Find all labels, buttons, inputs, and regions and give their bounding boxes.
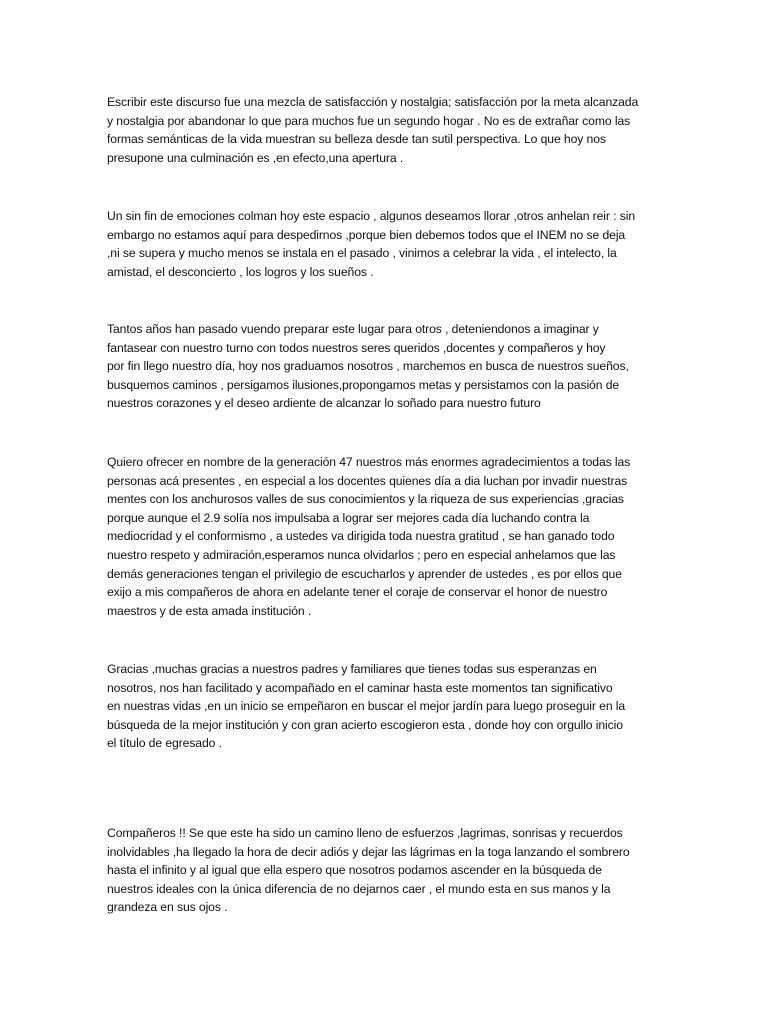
paragraph-emotions: Un sin fin de emociones colman hoy este espacio , algunos deseamos llorar ,otros anhelan reir : sin embargo no estamos aquí para despedirnos ,porque bien debemos todos que el INEM no se deja ,ni se supera y mucho menos se instala en el pasado , vinimos a celebrar la vida , el intelecto, la amistad, el desconcierto , los logros y los sueños .: [107, 209, 635, 279]
paragraph-gratitude-parents: Gracias ,muchas gracias a nuestros padres y familiares que tienes todas sus esperanzas en nosotros, nos han facilitado y acompañado en el caminar hasta este momentos tan significativo en nuestras vidas ,en un inicio se empeñaron en buscar el mejor jardín para luego proseguir en la búsqueda de la mejor institución y con gran acierto escogieron esta , donde hoy con orgullo inicio el título de egresado .: [107, 662, 626, 751]
paragraph-gratitude-teachers: Quiero ofrecer en nombre de la generación 47 nuestros más enormes agradecimientos a todas las personas acá presentes , en especial a los docentes quienes día a dia luchan por invadir nuestras mentes con los anchurosos valles de sus conocimientos y la riqueza de sus experiencias ,gracias porque aunque el 2.9 solía nos impulsaba a lograr ser mejores cada día luchando contra la mediocridad y el conformismo , a ustedes va dirigida toda nuestra gratitud , se han ganado todo nuestro respeto y admiración,esperamos nunca olvidarlos ; pero en especial anhelamos que las demás generaciones tengan el privilegio de escucharlos y aprender de ustedes , es por ellos que exijo a mis compañeros de ahora en adelante tener el coraje de conservar el honor de nuestro maestros y de esta amada institución .: [107, 455, 631, 618]
paragraph-intro: Escribir este discurso fue una mezcla de satisfacción y nostalgia; satisfacción por la meta alcanzada y nostalgia por abandonar lo que para muchos fue un segundo hogar . No es de extrañar como las formas semánticas de la vida muestran su belleza desde tan sutil perspectiva. Lo que hoy nos presupone una culminación es ,en efecto,una apertura .: [107, 95, 639, 165]
paragraph-classmates: Compañeros !! Se que este ha sido un camino lleno de esfuerzos ,lagrimas, sonrisas y recuerdos inolvidables ,ha llegado la hora de decir adiós y dejar las lágrimas en la toga lanzando el sombrero hasta el infinito y al igual que ella espero que nosotros podamos ascender en la búsqueda de nuestros ideales con la única diferencia de no dejarnos caer , el mundo esta en sus manos y la grandeza en sus ojos .: [107, 826, 630, 915]
paragraph-years: Tantos años han pasado vuendo preparar este lugar para otros , deteniendonos a imaginar y fantasear con nuestro turno con todos nuestros seres queridos ,docentes y compañeros y hoy por fin llego nuestro día, hoy nos graduamos nosotros , marchemos en busca de nuestros sueños, busquemos caminos , persigamos ilusiones,propongamos metas y persistamos con la pasión de nuestros corazones y el deseo ardiente de alcanzar lo soñado para nuestro futuro: [107, 322, 629, 411]
